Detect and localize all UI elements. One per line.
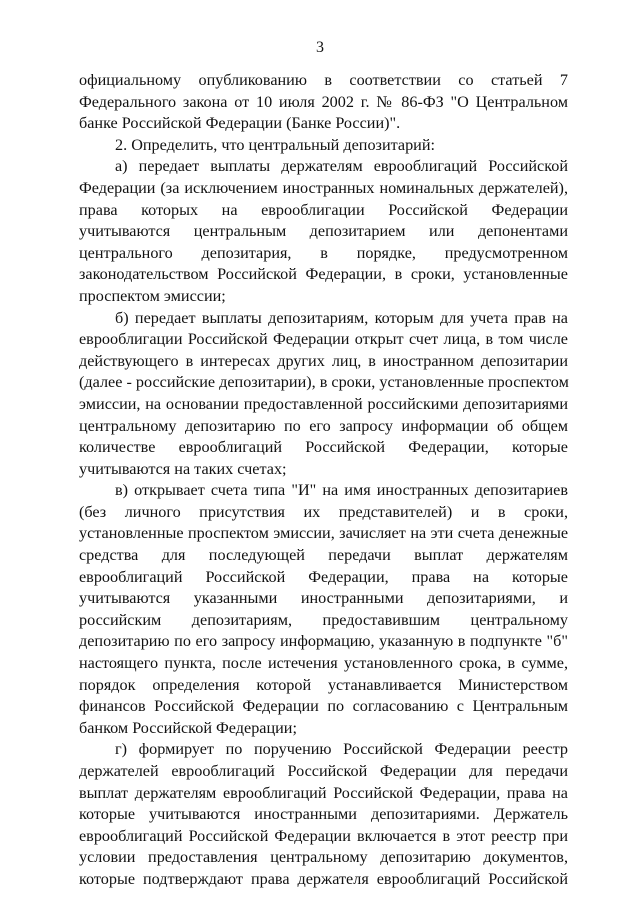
text-line: которые подтверждают права держателя еврооблигаций Российской [79, 869, 568, 888]
text-line: действующего в интересах других лиц, в иностранном депозитарии [79, 351, 568, 370]
document-body [79, 70, 568, 891]
text-line: учитываются указанными иностранными депозитариями, и [79, 589, 568, 608]
paragraph-item-a [79, 156, 568, 307]
page-number: 3 [316, 39, 324, 56]
text-line: Федерального закона от 10 июля 2002 г. № 86-ФЗ "О Центральном [79, 92, 568, 111]
paragraph-item-2 [79, 135, 568, 157]
text-line: официальному опубликованию в соответствии со статьей 7 [79, 71, 568, 89]
text-line: г) формирует по поручению Российской Федерации реестр [115, 740, 568, 759]
text-line: установленные проспектом эмиссии, зачисляет на эти счета денежные [79, 524, 568, 543]
text-line: еврооблигаций Российской Федерации включается в этот реестр при [79, 826, 568, 845]
text-line: банком Российской Федерации; [79, 718, 297, 737]
text-line: держателей еврооблигаций Российской Федерации для передачи [79, 762, 568, 780]
text-line: депозитарию по его запросу информацию, указанную в подпункте "б" [79, 632, 568, 651]
text-line: Федерации (за исключением иностранных номинальных держателей), [79, 178, 568, 197]
text-line: учитываются центральным депозитарием или депонентами [79, 222, 568, 241]
text-line: настоящего пункта, после истечения установленного срока, в сумме, [79, 654, 568, 673]
text-line: б) передает выплаты депозитариям, которым для учета прав на [115, 308, 568, 327]
text-line: выплат держателям еврооблигаций Российской Федерации, права на [79, 783, 568, 802]
text-line: финансов Российской Федерации по согласованию с Центральным [79, 697, 568, 716]
paragraph-item-b [79, 308, 568, 481]
text-line: проспектом эмиссии; [79, 286, 226, 305]
paragraph-intro [79, 70, 568, 135]
text-line: средства для последующей передачи выплат держателям [79, 546, 568, 565]
text-line: еврооблигаций Российской Федерации, права на которые [79, 567, 568, 586]
text-line: а) передает выплаты держателям еврооблигаций Российской [115, 157, 568, 176]
text-line: (без личного присутствия их представителей) и в сроки, [79, 502, 568, 521]
text-line: еврооблигации Российской Федерации открыт счет лица, в том числе [79, 330, 568, 349]
text-line: (далее - российские депозитарии), в сроки, установленные проспектом [79, 373, 569, 392]
text-line: центрального депозитария, в порядке, предусмотренном [79, 243, 568, 262]
text-line: которые учитываются иностранными депозитариями. Держатель [79, 805, 568, 824]
text-line: законодательством Российской Федерации, в сроки, установленные [79, 265, 568, 284]
paragraph-item-g [79, 739, 568, 890]
paragraph-item-v [79, 480, 568, 739]
text-line: российским депозитариям, предоставившим центральному [79, 610, 568, 629]
text-line: условии предоставления центральному депозитарию документов, [79, 848, 568, 867]
text-line: в) открывает счета типа "И" на имя иностранных депозитариев [115, 481, 568, 500]
text-line: банке Российской Федерации (Банке России)". [79, 114, 401, 133]
text-line: количестве еврооблигаций Российской Федерации, которые [79, 438, 568, 457]
text-line: порядок определения которой устанавливается Министерством [79, 675, 568, 694]
text-line: центральному депозитарию по его запросу информации об общем [79, 416, 568, 435]
text-line: 2. Определить, что центральный депозитарий: [115, 135, 435, 154]
text-line: учитываются на таких счетах; [79, 459, 287, 478]
text-line: права которых на еврооблигации Российской Федерации [79, 200, 568, 219]
text-line: эмиссии, на основании предоставленной российскими депозитариями [79, 394, 568, 413]
